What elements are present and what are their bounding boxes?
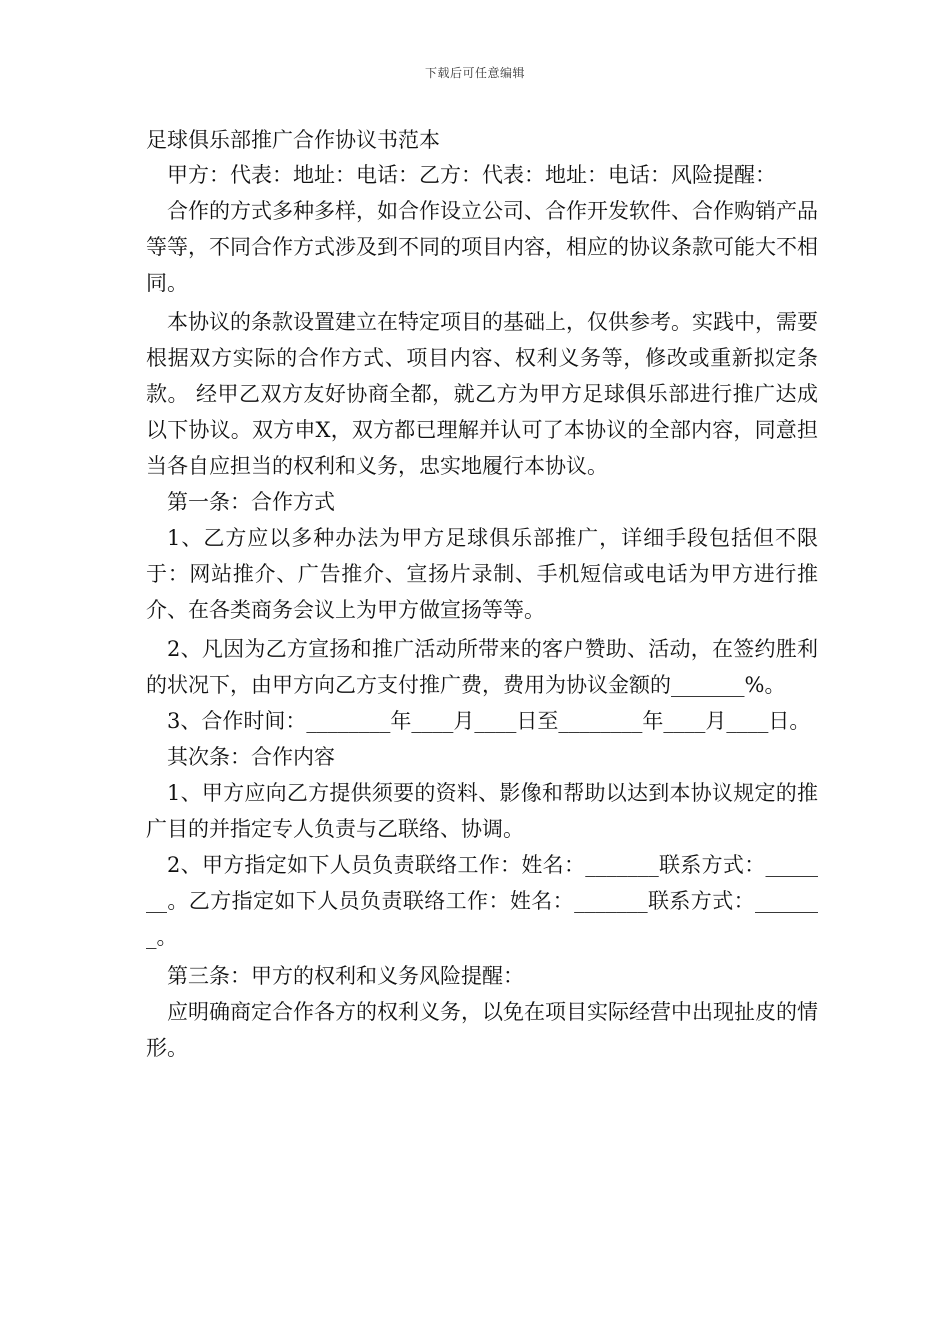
article-1-clause-2: 2、凡因为乙方宣扬和推广活动所带来的客户赞助、活动，在签约胜利的状况下，由甲方向乙方支付推广费，费用为协议金额的_______%。 <box>146 637 818 697</box>
article-1-heading: 第一条：合作方式 <box>167 490 335 514</box>
risk-note-paragraph: 合作的方式多种多样，如合作设立公司、合作开发软件、合作购销产品等等，不同合作方式涉及到不同的项目内容，相应的协议条款可能大不相同。 <box>146 199 818 295</box>
document-title: 足球俱乐部推广合作协议书范本 <box>146 128 440 152</box>
party-info-line: 甲方：代表：地址：电话：乙方：代表：地址：电话：风险提醒： <box>167 163 776 187</box>
article-3-risk-note: 应明确商定合作各方的权利义务，以免在项目实际经营中出现扯皮的情形。 <box>146 1000 818 1060</box>
article-1-clause-3: 3、合作时间：________年____月____日至________年____月____日。 <box>167 709 811 733</box>
page-header-note: 下载后可任意编辑 <box>424 66 525 80</box>
agreement-intro-paragraph: 本协议的条款设置建立在特定项目的基础上，仅供参考。实践中，需要根据双方实际的合作方式、项目内容、权利义务等，修改或重新拟定条款。 经甲乙双方友好协商全都，就乙方为甲方足球俱乐部进行推广达成以下协议。双方申X，双方都已理解并认可了本协议的全部内容，同意担当各自应担当的权利和义务，忠实地履行本协议。 <box>146 310 818 478</box>
document-body <box>146 123 818 1066</box>
article-2-clause-1: 1、甲方应向乙方提供须要的资料、影像和帮助以达到本协议规定的推广目的并指定专人负责与乙联络、协调。 <box>146 781 818 841</box>
article-2-heading: 其次条：合作内容 <box>167 745 335 769</box>
article-2-clause-2: 2、甲方指定如下人员负责联络工作：姓名：_______联系方式：_______。乙方指定如下人员负责联络工作：姓名：_______联系方式：_______。 <box>146 853 818 949</box>
article-1-clause-1: 1、乙方应以多种办法为甲方足球俱乐部推广，详细手段包括但不限于：网站推介、广告推介、宣扬片录制、手机短信或电话为甲方进行推介、在各类商务会议上为甲方做宣扬等等。 <box>146 526 818 622</box>
article-3-heading: 第三条：甲方的权利和义务风险提醒： <box>167 964 524 988</box>
